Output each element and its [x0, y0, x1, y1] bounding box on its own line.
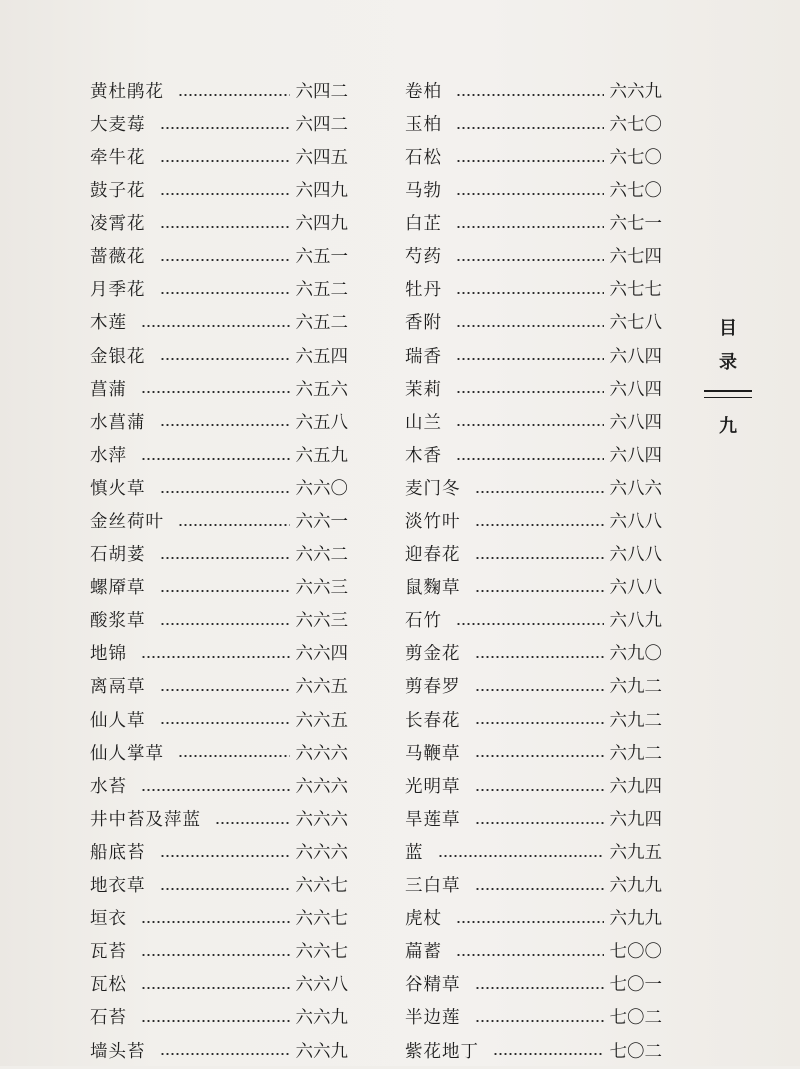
- dot-leader: [475, 888, 604, 890]
- dot-leader: [160, 358, 290, 360]
- dot-leader: [141, 954, 290, 956]
- dot-leader: [160, 1053, 290, 1055]
- entry-page-number: 六八八: [609, 545, 662, 566]
- entry-page-number: 六八八: [609, 512, 662, 533]
- toc-entry: [405, 606, 662, 639]
- entry-page-number: 六六九: [295, 1041, 348, 1062]
- entry-page-number: 六五六: [295, 379, 348, 400]
- dot-leader: [475, 789, 604, 791]
- entry-title: 石苔: [90, 1008, 127, 1029]
- dot-leader: [456, 226, 604, 228]
- dot-leader: [475, 755, 604, 757]
- entry-page-number: 六七〇: [609, 181, 662, 202]
- entry-page-number: 七〇〇: [609, 942, 662, 963]
- entry-title: 马勃: [405, 181, 442, 202]
- toc-entry: [90, 804, 348, 837]
- header-char-mu: 目: [719, 318, 737, 339]
- dot-leader: [160, 623, 290, 625]
- toc-entry: [90, 572, 348, 605]
- toc-entry: [90, 771, 348, 804]
- entry-title: 石胡荽: [90, 545, 146, 566]
- entry-title: 剪金花: [405, 644, 461, 665]
- dot-leader: [456, 127, 604, 129]
- entry-title: 蓝: [405, 842, 424, 863]
- toc-entry: [90, 208, 348, 241]
- toc-entry: [405, 76, 662, 109]
- dot-leader: [456, 623, 604, 625]
- entry-title: 牡丹: [405, 280, 442, 301]
- dot-leader: [456, 292, 604, 294]
- toc-entry: [90, 142, 348, 175]
- entry-title: 谷精草: [405, 975, 461, 996]
- dot-leader: [493, 1053, 604, 1055]
- dot-leader: [160, 689, 290, 691]
- toc-entry: [405, 1036, 662, 1069]
- entry-page-number: 六六二: [295, 545, 348, 566]
- dot-leader: [160, 193, 290, 195]
- dot-leader: [438, 855, 604, 857]
- entry-page-number: 六九九: [609, 876, 662, 897]
- toc-entry: [405, 142, 662, 175]
- entry-page-number: 六九〇: [609, 644, 662, 665]
- toc-entry: [90, 705, 348, 738]
- entry-title: 三白草: [405, 876, 461, 897]
- entry-page-number: 六五八: [295, 412, 348, 433]
- entry-title: 玉柏: [405, 114, 442, 135]
- dot-leader: [456, 954, 604, 956]
- toc-entry: [405, 308, 662, 341]
- entry-title: 黄杜鹃花: [90, 81, 164, 102]
- toc-entry: [90, 175, 348, 208]
- toc-entry: [405, 440, 662, 473]
- entry-title: 木莲: [90, 313, 127, 334]
- entry-page-number: 六九二: [609, 743, 662, 764]
- entry-page-number: 六六九: [295, 1008, 348, 1029]
- entry-page-number: 六九五: [609, 842, 662, 863]
- entry-page-number: 六六六: [295, 809, 348, 830]
- dot-leader: [141, 921, 290, 923]
- toc-entry: [405, 506, 662, 539]
- entry-title: 卷柏: [405, 81, 442, 102]
- toc-entry: [405, 970, 662, 1003]
- dot-leader: [456, 424, 604, 426]
- entry-title: 金银花: [90, 346, 146, 367]
- dot-leader: [160, 424, 290, 426]
- entry-title: 瓦松: [90, 975, 127, 996]
- entry-title: 墙头苔: [90, 1041, 146, 1062]
- entry-title: 菖蒲: [90, 379, 127, 400]
- entry-title: 慎火草: [90, 478, 146, 499]
- entry-page-number: 六六一: [295, 512, 348, 533]
- entry-page-number: 六四二: [295, 81, 348, 102]
- dot-leader: [141, 391, 290, 393]
- entry-title: 酸浆草: [90, 611, 146, 632]
- dot-leader: [475, 557, 604, 559]
- toc-entry: [90, 407, 348, 440]
- dot-leader: [475, 722, 604, 724]
- toc-entry: [90, 870, 348, 903]
- dot-leader: [475, 491, 604, 493]
- toc-entry: [90, 341, 348, 374]
- entry-title: 瓦苔: [90, 942, 127, 963]
- dot-leader: [456, 358, 604, 360]
- page-folio: 九: [719, 416, 737, 438]
- toc-entry: [90, 837, 348, 870]
- toc-entry: [405, 705, 662, 738]
- entry-page-number: 六四五: [295, 147, 348, 168]
- entry-page-number: 七〇二: [609, 1008, 662, 1029]
- running-header: [700, 312, 756, 438]
- dot-leader: [141, 987, 290, 989]
- entry-title: 瑞香: [405, 346, 442, 367]
- entry-page-number: 六六四: [295, 644, 348, 665]
- toc-entry: [405, 837, 662, 870]
- dot-leader: [160, 226, 290, 228]
- dot-leader: [475, 1020, 604, 1022]
- dot-leader: [475, 590, 604, 592]
- dot-leader: [160, 590, 290, 592]
- header-rule: [704, 390, 752, 398]
- entry-page-number: 六八四: [609, 445, 662, 466]
- entry-page-number: 六四二: [295, 114, 348, 135]
- entry-page-number: 六六三: [295, 578, 348, 599]
- entry-title: 螺厣草: [90, 578, 146, 599]
- entry-page-number: 六六八: [295, 975, 348, 996]
- toc-left-column: [90, 76, 348, 1069]
- toc-entry: [405, 1003, 662, 1036]
- dot-leader: [456, 160, 604, 162]
- entry-title: 淡竹叶: [405, 512, 461, 533]
- entry-page-number: 六八四: [609, 379, 662, 400]
- entry-page-number: 六六五: [295, 710, 348, 731]
- entry-page-number: 六六七: [295, 876, 348, 897]
- entry-page-number: 六六七: [295, 909, 348, 930]
- toc-entry: [90, 1003, 348, 1036]
- entry-title: 迎春花: [405, 545, 461, 566]
- toc-entry: [90, 374, 348, 407]
- entry-page-number: 六八四: [609, 412, 662, 433]
- dot-leader: [475, 822, 604, 824]
- dot-leader: [475, 689, 604, 691]
- toc-entry: [90, 506, 348, 539]
- toc-entry: [90, 639, 348, 672]
- entry-title: 大麦莓: [90, 114, 146, 135]
- entry-title: 半边莲: [405, 1008, 461, 1029]
- entry-page-number: 六六〇: [295, 478, 348, 499]
- toc-entry: [405, 539, 662, 572]
- entry-page-number: 六六九: [609, 81, 662, 102]
- toc-entry: [90, 241, 348, 274]
- entry-title: 香附: [405, 313, 442, 334]
- header-char-lu: 录: [719, 352, 737, 374]
- entry-page-number: 六六六: [295, 776, 348, 797]
- entry-title: 山兰: [405, 412, 442, 433]
- dot-leader: [141, 656, 290, 658]
- toc-entry: [90, 936, 348, 969]
- dot-leader: [475, 987, 604, 989]
- dot-leader: [178, 94, 290, 96]
- dot-leader: [456, 193, 604, 195]
- entry-title: 垣衣: [90, 909, 127, 930]
- entry-page-number: 六九四: [609, 776, 662, 797]
- entry-title: 离鬲草: [90, 677, 146, 698]
- entry-page-number: 六九九: [609, 909, 662, 930]
- dot-leader: [456, 259, 604, 261]
- entry-title: 芍药: [405, 247, 442, 268]
- dot-leader: [160, 855, 290, 857]
- toc-entry: [405, 572, 662, 605]
- dot-leader: [160, 722, 290, 724]
- entry-title: 虎杖: [405, 909, 442, 930]
- entry-title: 木香: [405, 445, 442, 466]
- entry-title: 船底苔: [90, 842, 146, 863]
- entry-title: 地衣草: [90, 876, 146, 897]
- toc-right-column: [405, 76, 662, 1069]
- entry-page-number: 六九四: [609, 809, 662, 830]
- toc-entry: [90, 738, 348, 771]
- dot-leader: [456, 921, 604, 923]
- dot-leader: [160, 888, 290, 890]
- entry-page-number: 六八四: [609, 346, 662, 367]
- entry-title: 水苔: [90, 776, 127, 797]
- entry-page-number: 六五二: [295, 313, 348, 334]
- entry-page-number: 六七七: [609, 280, 662, 301]
- toc-entry: [405, 639, 662, 672]
- dot-leader: [178, 524, 290, 526]
- entry-page-number: 六七八: [609, 313, 662, 334]
- entry-page-number: 六五四: [295, 346, 348, 367]
- entry-title: 牵牛花: [90, 147, 146, 168]
- entry-page-number: 六七四: [609, 247, 662, 268]
- entry-title: 仙人草: [90, 710, 146, 731]
- entry-page-number: 六六五: [295, 677, 348, 698]
- entry-page-number: 六七〇: [609, 114, 662, 135]
- dot-leader: [160, 160, 290, 162]
- toc-entry: [405, 738, 662, 771]
- dot-leader: [178, 755, 290, 757]
- entry-page-number: 六四九: [295, 181, 348, 202]
- entry-title: 鼠麴草: [405, 578, 461, 599]
- entry-page-number: 六八九: [609, 611, 662, 632]
- entry-title: 仙人掌草: [90, 743, 164, 764]
- entry-page-number: 六九二: [609, 710, 662, 731]
- entry-title: 井中苔及萍蓝: [90, 809, 201, 830]
- dot-leader: [456, 94, 604, 96]
- entry-page-number: 七〇二: [609, 1041, 662, 1062]
- dot-leader: [160, 557, 290, 559]
- entry-page-number: 六六三: [295, 611, 348, 632]
- dot-leader: [456, 325, 604, 327]
- dot-leader: [160, 491, 290, 493]
- dot-leader: [160, 259, 290, 261]
- toc-entry: [405, 771, 662, 804]
- dot-leader: [475, 656, 604, 658]
- entry-page-number: 六八八: [609, 578, 662, 599]
- entry-title: 白芷: [405, 214, 442, 235]
- entry-title: 剪春罗: [405, 677, 461, 698]
- dot-leader: [160, 127, 290, 129]
- entry-title: 水萍: [90, 445, 127, 466]
- dot-leader: [215, 822, 290, 824]
- toc-entry: [90, 606, 348, 639]
- entry-title: 长春花: [405, 710, 461, 731]
- toc-entry: [90, 903, 348, 936]
- toc-entry: [90, 308, 348, 341]
- toc-entry: [90, 1036, 348, 1069]
- toc-entry: [405, 175, 662, 208]
- entry-page-number: 六九二: [609, 677, 662, 698]
- entry-page-number: 六五二: [295, 280, 348, 301]
- entry-title: 地锦: [90, 644, 127, 665]
- toc-entry: [90, 672, 348, 705]
- entry-page-number: 六六七: [295, 942, 348, 963]
- toc-entry: [405, 341, 662, 374]
- entry-page-number: 六七一: [609, 214, 662, 235]
- entry-page-number: 六五一: [295, 247, 348, 268]
- entry-title: 石竹: [405, 611, 442, 632]
- entry-page-number: 六六六: [295, 842, 348, 863]
- toc-entry: [405, 109, 662, 142]
- toc-entry: [405, 804, 662, 837]
- entry-page-number: 六六六: [295, 743, 348, 764]
- toc-entry: [405, 374, 662, 407]
- entry-page-number: 七〇一: [609, 975, 662, 996]
- entry-title: 旱莲草: [405, 809, 461, 830]
- entry-page-number: 六八六: [609, 478, 662, 499]
- toc-entry: [90, 473, 348, 506]
- toc-entry: [90, 109, 348, 142]
- entry-title: 马鞭草: [405, 743, 461, 764]
- entry-title: 麦门冬: [405, 478, 461, 499]
- toc-entry: [405, 672, 662, 705]
- entry-title: 萹蓄: [405, 942, 442, 963]
- toc-entry: [405, 870, 662, 903]
- toc-entry: [405, 275, 662, 308]
- entry-page-number: 六四九: [295, 214, 348, 235]
- entry-page-number: 六五九: [295, 445, 348, 466]
- toc-entry: [405, 241, 662, 274]
- toc-entry: [90, 970, 348, 1003]
- toc-entry: [405, 936, 662, 969]
- entry-title: 鼓子花: [90, 181, 146, 202]
- entry-title: 水菖蒲: [90, 412, 146, 433]
- dot-leader: [141, 1020, 290, 1022]
- entry-title: 石松: [405, 147, 442, 168]
- dot-leader: [141, 325, 290, 327]
- dot-leader: [141, 789, 290, 791]
- dot-leader: [456, 458, 604, 460]
- toc-entry: [405, 208, 662, 241]
- dot-leader: [160, 292, 290, 294]
- toc-entry: [90, 440, 348, 473]
- entry-page-number: 六七〇: [609, 147, 662, 168]
- dot-leader: [456, 391, 604, 393]
- entry-title: 茉莉: [405, 379, 442, 400]
- entry-title: 光明草: [405, 776, 461, 797]
- entry-title: 紫花地丁: [405, 1041, 479, 1062]
- toc-entry: [405, 473, 662, 506]
- dot-leader: [141, 458, 290, 460]
- entry-title: 金丝荷叶: [90, 512, 164, 533]
- toc-entry: [405, 407, 662, 440]
- dot-leader: [475, 524, 604, 526]
- toc-entry: [90, 76, 348, 109]
- toc-entry: [90, 275, 348, 308]
- entry-title: 月季花: [90, 280, 146, 301]
- entry-title: 凌霄花: [90, 214, 146, 235]
- toc-entry: [90, 539, 348, 572]
- toc-entry: [405, 903, 662, 936]
- entry-title: 蔷薇花: [90, 247, 146, 268]
